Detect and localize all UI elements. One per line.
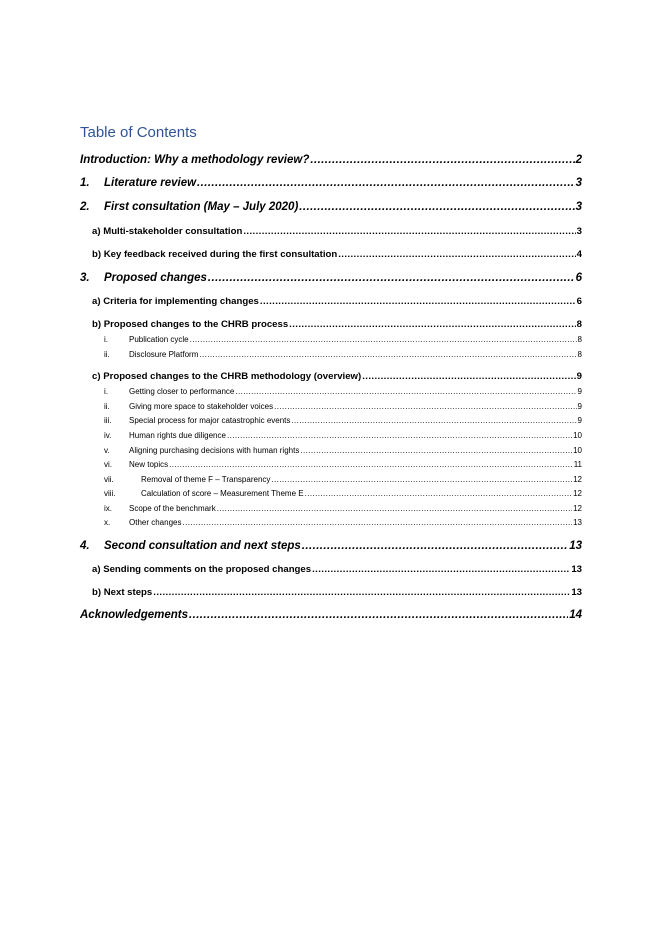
toc-page-number: 9 xyxy=(577,416,582,425)
toc-page-number: 3 xyxy=(575,201,582,213)
toc-page-number: 8 xyxy=(577,350,582,359)
toc-entry-text: b) Proposed changes to the CHRB process xyxy=(92,319,289,330)
toc-leader xyxy=(305,489,572,498)
toc-leader xyxy=(310,154,574,166)
toc-leader xyxy=(199,350,576,359)
toc-page-number: 9 xyxy=(577,387,582,396)
toc-entry-chrb-process[interactable] xyxy=(92,319,582,330)
toc-entry-chrb-methodology[interactable] xyxy=(92,371,582,382)
toc-leader xyxy=(153,587,570,598)
toc-entry-new-topics[interactable] xyxy=(104,460,582,469)
toc-leader xyxy=(235,387,576,396)
toc-page-number: 4 xyxy=(576,249,582,260)
toc-entry-text: a) Sending comments on the proposed changes xyxy=(92,564,312,575)
toc-entry-text: Disclosure Platform xyxy=(129,350,199,359)
toc-entry-number: 3. xyxy=(80,272,90,284)
toc-leader xyxy=(289,319,575,330)
toc-page-number: 13 xyxy=(571,564,582,575)
toc-entry-due-diligence[interactable] xyxy=(104,431,582,440)
toc-entry-next-steps[interactable] xyxy=(92,587,582,598)
toc-leader xyxy=(302,540,568,552)
toc-entry-text: Removal of theme F – Transparency xyxy=(141,475,271,484)
toc-entry-text: First consultation (May – July 2020) xyxy=(104,201,299,213)
toc-page-number: 3 xyxy=(575,177,582,189)
toc-leader xyxy=(271,475,572,484)
toc-entry-text: Aligning purchasing decisions with human rights xyxy=(129,446,300,455)
toc-entry-text: Giving more space to stakeholder voices xyxy=(129,402,274,411)
toc-entry-acknowledgements[interactable] xyxy=(80,609,582,621)
toc-page-number: 8 xyxy=(577,335,582,344)
toc-page-number: 6 xyxy=(576,296,582,307)
toc-entry-sending-comments[interactable] xyxy=(92,564,582,575)
toc-entry-text: Scope of the benchmark xyxy=(129,504,216,513)
toc-entry-second-consultation[interactable] xyxy=(80,540,582,552)
toc-entry-publication-cycle[interactable] xyxy=(104,335,582,344)
toc-entry-scope[interactable] xyxy=(104,504,582,513)
toc-entry-number: ii. xyxy=(104,402,110,411)
toc-entry-number: x. xyxy=(104,518,111,527)
toc-page-number: 10 xyxy=(573,446,582,455)
toc-page-number: 2 xyxy=(575,154,582,166)
toc-leader xyxy=(217,504,572,513)
toc-page-number: 13 xyxy=(573,518,582,527)
toc-entry-key-feedback[interactable] xyxy=(92,249,582,260)
toc-entry-text: Proposed changes xyxy=(104,272,207,284)
toc-entry-number: ii. xyxy=(104,350,110,359)
toc-page-number: 6 xyxy=(575,272,582,284)
toc-leader xyxy=(312,564,570,575)
toc-entry-number: 2. xyxy=(80,201,90,213)
toc-entry-criteria[interactable] xyxy=(92,296,582,307)
toc-entry-number: iv. xyxy=(104,431,112,440)
toc-leader xyxy=(300,446,572,455)
toc-entry-text: b) Next steps xyxy=(92,587,153,598)
toc-entry-text: Acknowledgements xyxy=(80,609,188,621)
toc-entry-text: New topics xyxy=(129,460,169,469)
toc-entry-catastrophic-events[interactable] xyxy=(104,416,582,425)
toc-entry-text: Publication cycle xyxy=(129,335,189,344)
toc-entry-removal-theme-f[interactable] xyxy=(104,475,582,484)
toc-leader xyxy=(182,518,572,527)
toc-leader xyxy=(362,371,575,382)
toc-entry-purchasing-decisions[interactable] xyxy=(104,446,582,455)
toc-entry-text: Other changes xyxy=(129,518,182,527)
toc-entry-number: iii. xyxy=(104,416,112,425)
toc-leader xyxy=(227,431,572,440)
toc-title: Table of Contents xyxy=(80,124,197,141)
toc-page-number: 9 xyxy=(577,402,582,411)
toc-page-number: 8 xyxy=(576,319,582,330)
toc-page-number: 13 xyxy=(569,540,582,552)
toc-entry-text: Special process for major catastrophic events xyxy=(129,416,291,425)
toc-entry-stakeholder-voices[interactable] xyxy=(104,402,582,411)
toc-page-number: 12 xyxy=(573,475,582,484)
toc-entry-text: Getting closer to performance xyxy=(129,387,235,396)
toc-page-number: 11 xyxy=(573,460,582,469)
toc-entry-introduction[interactable] xyxy=(80,154,582,166)
toc-entry-calculation-score[interactable] xyxy=(104,489,582,498)
toc-entry-text: b) Key feedback received during the first consultation xyxy=(92,249,338,260)
toc-entry-text: Calculation of score – Measurement Theme E xyxy=(141,489,304,498)
toc-leader xyxy=(189,609,568,621)
toc-leader xyxy=(338,249,575,260)
toc-page-number: 14 xyxy=(569,609,582,621)
toc-page-number: 12 xyxy=(573,504,582,513)
toc-leader xyxy=(291,416,576,425)
toc-entry-text: Human rights due diligence xyxy=(129,431,226,440)
toc-entry-number: ix. xyxy=(104,504,112,513)
toc-leader xyxy=(197,177,575,189)
toc-entry-number: 1. xyxy=(80,177,90,189)
toc-page-number: 10 xyxy=(573,431,582,440)
toc-entry-literature-review[interactable] xyxy=(80,177,582,189)
toc-entry-text: Second consultation and next steps xyxy=(104,540,301,552)
toc-entry-text: a) Multi-stakeholder consultation xyxy=(92,226,243,237)
toc-leader xyxy=(260,296,576,307)
toc-entry-text: Introduction: Why a methodology review? xyxy=(80,154,310,166)
toc-leader xyxy=(274,402,576,411)
toc-entry-text: c) Proposed changes to the CHRB methodology (overview) xyxy=(92,371,362,382)
toc-leader xyxy=(243,226,575,237)
toc-entry-other-changes[interactable] xyxy=(104,518,582,527)
toc-entry-number: i. xyxy=(104,335,108,344)
toc-entry-first-consultation[interactable] xyxy=(80,201,582,213)
toc-entry-number: viii. xyxy=(104,489,116,498)
toc-entry-text: a) Criteria for implementing changes xyxy=(92,296,259,307)
toc-entry-number: vi. xyxy=(104,460,112,469)
toc-entry-number: v. xyxy=(104,446,110,455)
toc-leader xyxy=(169,460,573,469)
toc-page-number: 13 xyxy=(571,587,582,598)
toc-leader xyxy=(299,201,574,213)
toc-leader xyxy=(190,335,577,344)
toc-entry-disclosure-platform[interactable] xyxy=(104,350,582,359)
toc-entry-text: Literature review xyxy=(104,177,197,189)
toc-page-number: 3 xyxy=(576,226,582,237)
toc-entry-performance[interactable] xyxy=(104,387,582,396)
toc-page-number: 12 xyxy=(573,489,582,498)
toc-page-number: 9 xyxy=(576,371,582,382)
toc-entry-number: 4. xyxy=(80,540,90,552)
toc-entry-proposed-changes[interactable] xyxy=(80,272,582,284)
toc-leader xyxy=(208,272,575,284)
toc-entry-number: vii. xyxy=(104,475,114,484)
toc-entry-number: i. xyxy=(104,387,108,396)
toc-entry-multi-stakeholder[interactable] xyxy=(92,226,582,237)
